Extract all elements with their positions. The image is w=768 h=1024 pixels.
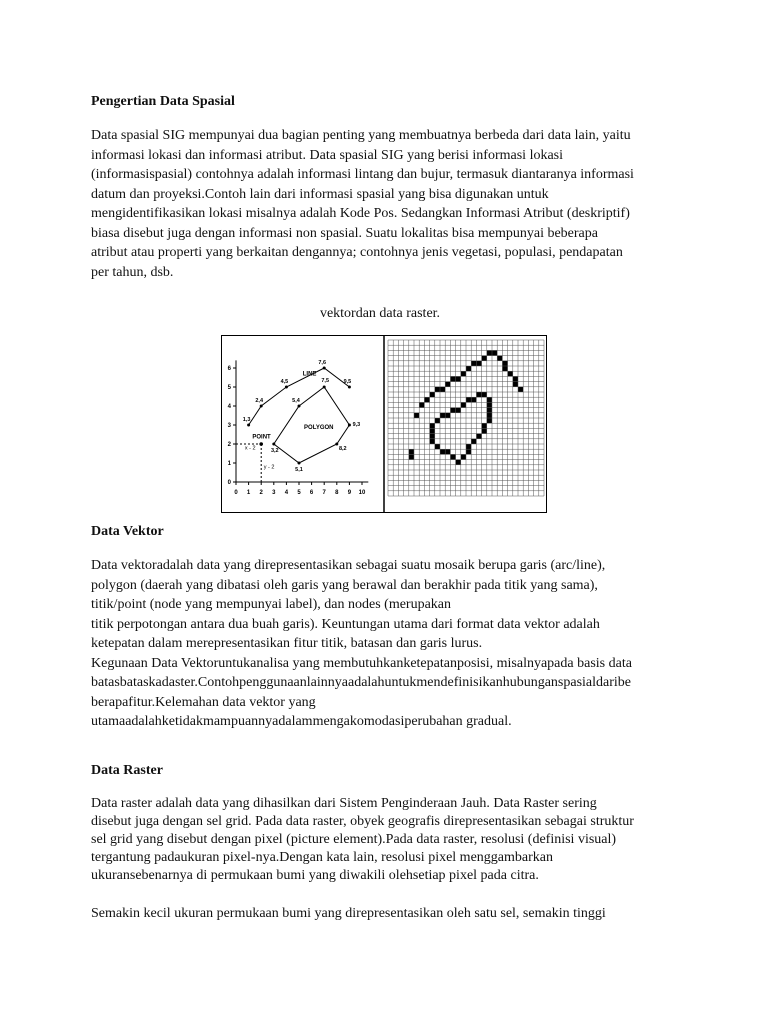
raster-filled-cell (430, 434, 435, 439)
polygon-vertex-label: 7,5 (321, 378, 330, 384)
raster-filled-cell (487, 402, 492, 407)
line-vertex (285, 386, 288, 389)
raster-filled-cell (456, 376, 461, 381)
x-tick-label: 0 (234, 490, 238, 496)
raster-filled-cell (450, 376, 455, 381)
raster-filled-cell (482, 356, 487, 361)
raster-filled-cell (409, 454, 414, 459)
y-tick-label: 4 (227, 404, 231, 410)
raster-filled-cell (430, 439, 435, 444)
raster-filled-cell (445, 449, 450, 454)
raster-filled-cell (430, 392, 435, 397)
figure-graphic (222, 336, 546, 512)
paragraph-data-raster-2: Semakin kecil ukuran permukaan bumi yang direpresentasikan oleh satu sel, semakin tinggi (91, 906, 606, 921)
y-tick-label: 6 (227, 366, 231, 372)
polygon-vertex (298, 405, 301, 408)
raster-filled-cell (466, 397, 471, 402)
line-vertex (323, 367, 326, 370)
raster-filled-cell (424, 397, 429, 402)
line-vertex-label: 1,3 (242, 417, 251, 423)
raster-filled-cell (466, 444, 471, 449)
raster-filled-cell (471, 439, 476, 444)
y-tick-label: 5 (227, 385, 231, 391)
line-vertex (247, 424, 250, 427)
x-tick-label: 1 (246, 490, 251, 496)
raster-filled-cell (487, 397, 492, 402)
raster-filled-cell (476, 392, 481, 397)
x-tick-label: 9 (347, 490, 352, 496)
paragraph-data-raster: Data raster adalah data yang dihasilkan dari Sistem Penginderaan Jauh. Data Raster sering disebut juga dengan sel grid. Pada data raster, obyek geografis direpresentasikan sebagai struktur sel grid yang disebut dengan pixel (picture element).Pada data raster, resolusi (definisi visual) tergantung padaukuran pixel-nya.Dengan kata lain, resolusi pixel menggambarkan ukuransebenarnya di permukaan bumi yang diwakili olehsetiap pixel pada citra. (91, 796, 634, 883)
point-label: POINT (252, 434, 271, 441)
raster-filled-cell (487, 413, 492, 418)
raster-filled-cell (508, 371, 513, 376)
line-vertex-label: 9,5 (343, 379, 352, 385)
raster-filled-cell (476, 361, 481, 366)
polygon-vertex (335, 443, 338, 446)
y-tick-label: 3 (227, 423, 231, 429)
raster-filled-cell (461, 371, 466, 376)
raster-filled-cell (456, 460, 461, 465)
y-tick-label: 0 (227, 480, 231, 486)
raster-filled-cell (456, 408, 461, 413)
raster-filled-cell (466, 366, 471, 371)
polygon-vertex-label: 5,1 (295, 467, 303, 473)
raster-filled-cell (409, 449, 414, 454)
vector-panel (228, 360, 369, 496)
x-tick-label: 8 (335, 490, 339, 496)
raster-filled-cell (461, 454, 466, 459)
raster-filled-cell (502, 366, 507, 371)
y-tick-label: 2 (227, 442, 231, 448)
line-vertex (260, 405, 263, 408)
raster-filled-cell (482, 392, 487, 397)
x-tick-label: 7 (322, 490, 326, 496)
raster-filled-cell (419, 402, 424, 407)
x-tick-label: 2 (259, 490, 263, 496)
x-guide-label: x - 2 (244, 445, 256, 452)
raster-filled-cell (492, 350, 497, 355)
raster-filled-cell (487, 408, 492, 413)
paragraph-data-vektor: Data vektoradalah data yang direpresentasikan sebagai suatu mosaik berupa garis (arc/line), polygon (daerah yang dibatasi oleh garis yang berawal dan berakhir pada titik yang sama), titik/point (node yang mempunyai label), dan nodes (merupakan titik perpotongan antara dua buah garis). Keuntungan utama dari format data vektor adalah ketepatan dalam merepresentasikan fitur titik, batasan dan garis lurus. Kegunaan Data Vektoruntukanalisa yang membutuhkanketepatanposisi, misalnyapada basis data batasbataskadaster.Contohpenggunaanlainnyaadalahuntukmendefinisikanhubunganspasialdaribe berapafitur.Kelemahan data vektor yang utamaadalahketidakmampuannyadalammengakomodasiperubahan gradual. (91, 558, 632, 729)
x-tick-label: 10 (358, 490, 366, 496)
raster-filled-cell (430, 428, 435, 433)
figure-caption: vektordan data raster. (319, 306, 441, 321)
polygon-vertex-label: 5,4 (292, 398, 300, 404)
raster-filled-cell (445, 413, 450, 418)
raster-filled-cell (487, 350, 492, 355)
y-guide-label: y - 2 (263, 464, 275, 471)
raster-filled-cell (445, 382, 450, 387)
raster-filled-cell (430, 423, 435, 428)
raster-filled-cell (471, 397, 476, 402)
heading-data-spasial: Pengertian Data Spasial (91, 94, 235, 109)
raster-filled-cell (435, 444, 440, 449)
polygon-label: POLYGON (304, 424, 334, 431)
x-tick-label: 3 (272, 490, 276, 496)
line-feature (249, 368, 350, 425)
heading-data-raster: Data Raster (91, 763, 163, 778)
raster-filled-cell (487, 418, 492, 423)
raster-filled-cell (482, 423, 487, 428)
x-tick-label: 6 (309, 490, 314, 496)
raster-filled-cell (513, 376, 518, 381)
paragraph-data-spasial: Data spasial SIG mempunyai dua bagian penting yang membuatnya berbeda dari data lain, yaitu informasi lokasi dan informasi atribut. Data spasial SIG yang berisi informasi lokasi (informasispasial) contohnya adalah informasi lintang dan bujur, termasuk diantaranya informasi datum dan proyeksi.Contoh lain dari informasi spasial yang bisa digunakan untuk mengidentifikasikan lokasi misalnya adalah Kode Pos. Sedangkan Informasi Atribut (deskriptif) biasa disebut juga dengan informasi non spasial. Suatu lokalitas bisa mempunyai beberapa atribut atau properti yang berkaitan dengannya; contohnya jenis vegetasi, populasi, pendapatan per tahun, dsb. (91, 128, 634, 280)
raster-filled-cell (502, 361, 507, 366)
raster-filled-cell (497, 356, 502, 361)
polygon-vertex-label: 9,3 (352, 422, 361, 428)
line-label: LINE (302, 371, 317, 378)
raster-filled-cell (466, 449, 471, 454)
polygon-vertex (348, 424, 351, 427)
line-vertex (348, 386, 351, 389)
heading-data-vektor: Data Vektor (91, 524, 164, 539)
raster-filled-cell (440, 413, 445, 418)
line-vertex-label: 2,4 (255, 398, 264, 404)
raster-filled-cell (435, 387, 440, 392)
raster-panel (388, 340, 544, 496)
raster-filled-cell (440, 387, 445, 392)
raster-filled-cell (513, 382, 518, 387)
raster-filled-cell (440, 449, 445, 454)
line-vertex-label: 7,6 (318, 360, 327, 366)
line-vertex-label: 4,5 (280, 379, 289, 385)
x-tick-label: 5 (297, 490, 301, 496)
raster-filled-cell (518, 387, 523, 392)
raster-filled-cell (482, 428, 487, 433)
polygon-vertex-label: 3,2 (270, 448, 279, 454)
raster-filled-cell (461, 402, 466, 407)
raster-filled-cell (414, 413, 419, 418)
raster-filled-cell (471, 361, 476, 366)
raster-filled-cell (450, 408, 455, 413)
y-tick-label: 1 (227, 461, 231, 467)
raster-filled-cell (435, 418, 440, 423)
vector-raster-figure (221, 335, 547, 513)
raster-filled-cell (450, 454, 455, 459)
polygon-vertex (323, 386, 326, 389)
polygon-vertex-label: 8,2 (338, 446, 347, 452)
point-marker (259, 442, 263, 446)
polygon-vertex (272, 443, 275, 446)
x-tick-label: 4 (284, 490, 289, 496)
raster-filled-cell (476, 434, 481, 439)
polygon-vertex (298, 462, 301, 465)
